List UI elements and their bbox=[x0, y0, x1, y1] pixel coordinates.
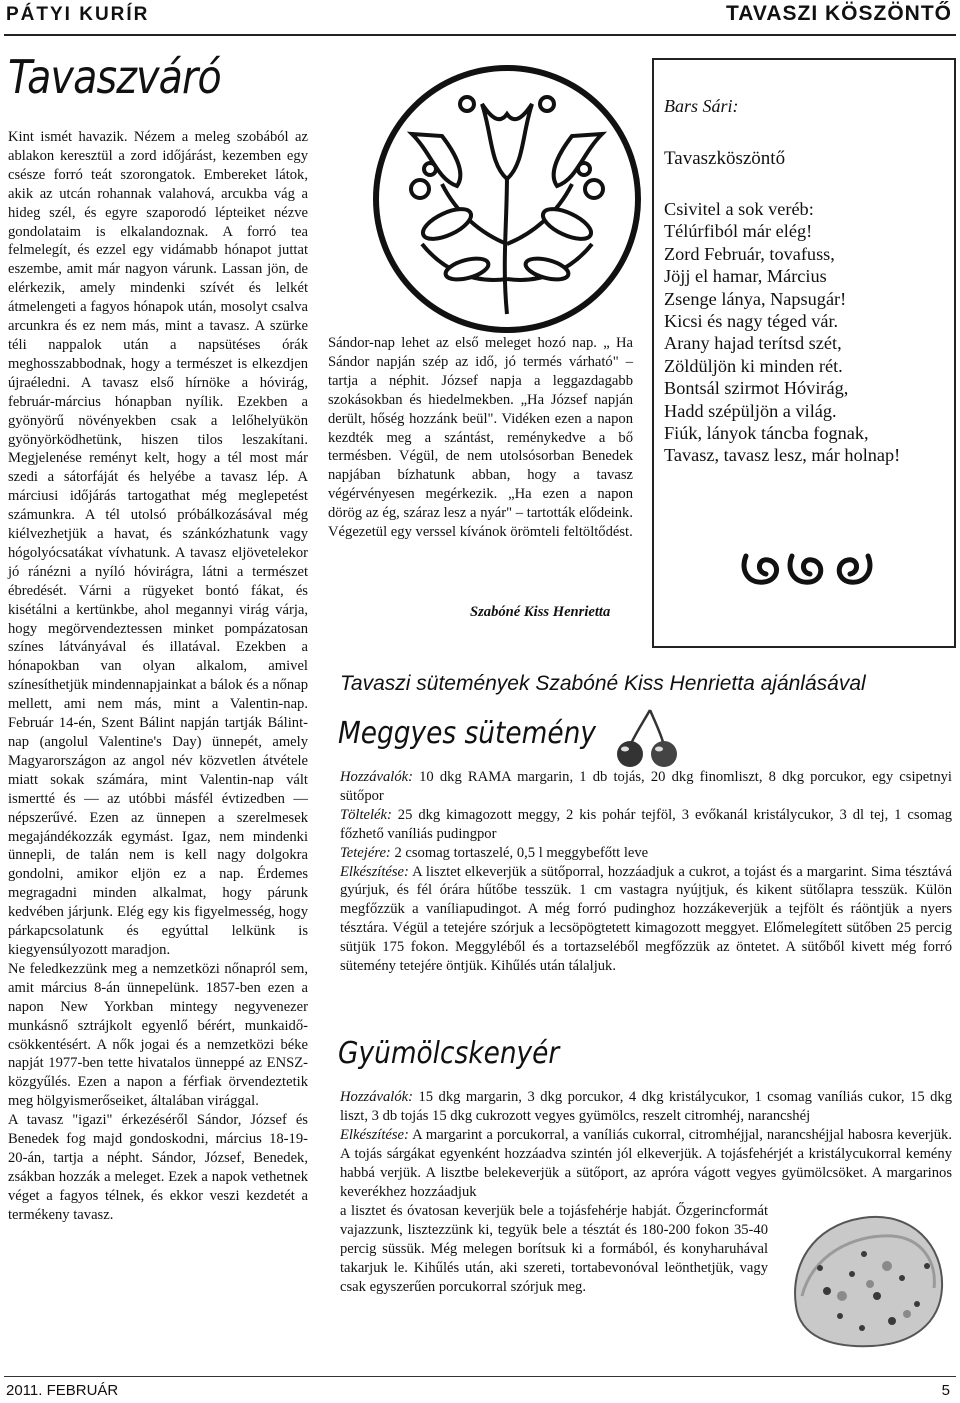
poem-title: Tavaszköszöntő bbox=[664, 148, 786, 169]
topping-label: Tetejére: bbox=[340, 844, 391, 861]
poem-line: Zöldüljön ki minden rét. bbox=[664, 355, 843, 376]
poem-line: Zsenge lánya, Napsugár! bbox=[664, 288, 847, 309]
ingredients-label: Hozzávalók: bbox=[340, 769, 413, 785]
article-title: Tavaszváró bbox=[8, 50, 221, 104]
poem-line: Jöjj el hamar, Március bbox=[664, 266, 827, 287]
filling-label: Töltelék: bbox=[340, 806, 392, 823]
poem-author: Bars Sári: bbox=[664, 96, 739, 116]
preparation-label: Elkészítése: bbox=[340, 1126, 409, 1143]
poem-line: Hadd szépüljön a világ. bbox=[664, 400, 837, 421]
poem-line: Kicsi és nagy téged vár. bbox=[664, 311, 839, 332]
poem-line: Csivitel a sok veréb: bbox=[664, 199, 814, 219]
cherry-icon bbox=[612, 706, 684, 768]
recipe-2-body-continued bbox=[340, 1202, 768, 1297]
header-divider bbox=[4, 34, 956, 36]
issue-date: 2011. FEBRUÁR bbox=[6, 1382, 119, 1399]
recipe-2-ingredients bbox=[340, 1088, 952, 1126]
ingredients-text: 10 dkg RAMA margarin, 1 db tojás, 20 dkg finomliszt, 8 dkg porcukor, egy csipetnyi sütőpor bbox=[340, 769, 952, 804]
poem-line: Fiúk, lányok táncba fognak, bbox=[664, 423, 869, 444]
ingredients-label: Hozzávalók: bbox=[340, 1089, 413, 1105]
ingredients-text: 15 dkg margarin, 3 dkg porcukor, 4 dkg kristálycukor, 1 csomag vaníliás cukor, 15 dkg liszt, 3 db tojás 15 dkg cukrozott vegyes gyümölcs, reszelt citromhéj, narancshéj bbox=[340, 1089, 952, 1124]
preparation-text: A margarint a porcukorral, a vaníliás cukorral, citromhéjjal, narancshéjjal habosra keverjük. A tojás sárgákat egyenként hozzáadva szintén jól elkeverjük. A tojásfehérjét a kristálycukorral kemény habbá verjük. A lisztbe belekeverjük a sütőport, az apróra vágott vegyes gyümölcsöket. A margarinos keverékhez hozzáadjuk bbox=[340, 1126, 952, 1200]
recipe-1-topping bbox=[340, 844, 952, 863]
poem-line: Zord Február, tovafuss, bbox=[664, 243, 835, 264]
filling-text: 25 dkg kimagozott meggy, 2 kis pohár tejföl, 3 evőkanál kristálycukor, 3 dl tej, 1 csomag főzhető vaníliás pudingpor bbox=[340, 806, 952, 842]
fruit-bread-image bbox=[782, 1196, 952, 1356]
poem-line: Arany hajad terítsd szét, bbox=[664, 333, 842, 354]
recipe-2-preparation bbox=[340, 1126, 952, 1202]
recipe-2-title: Gyümölcskenyér bbox=[338, 1036, 560, 1071]
article-signature: Szabóné Kiss Henrietta bbox=[470, 604, 611, 620]
article-paragraph: A tavasz "igazi" érkezéséről Sándor, József és Benedek fog majd gondoskodni, március 18-19-20-án, tartja a népht. Sándor, József, Benedek, zsákban hozzák a meleget. Ezek a napok vethetnek véget a fagyos télnek, és ekkor veszi kezdetét a termékeny tavasz. bbox=[8, 1112, 308, 1223]
recipe-1-filling bbox=[340, 806, 952, 844]
recipe-2-body bbox=[340, 1088, 952, 1201]
newspaper-name: PÁTYI KURÍR bbox=[6, 4, 150, 25]
recipe-1-title: Meggyes sütemény bbox=[338, 716, 596, 751]
preparation-label: Elkészítése: bbox=[340, 863, 409, 880]
section-title: TAVASZI KÖSZÖNTŐ bbox=[726, 2, 952, 25]
flower-ornament-icon bbox=[372, 64, 642, 334]
poem-line: Bontsál szirmot Hóvirág, bbox=[664, 378, 849, 399]
poem-line: Tavasz, tavasz lesz, már holnap! bbox=[664, 445, 901, 466]
topping-text: 2 csomag tortaszelé, 0,5 l meggybefőtt leve bbox=[390, 844, 649, 861]
poem-lines bbox=[664, 198, 954, 467]
poem-line: Télúrfiból már elég! bbox=[664, 221, 813, 242]
article-paragraph: Kint ismét havazik. Nézem a meleg szobából az ablakon keresztül a zord időjárást, kezemben egy csésze forró teát szorongatok. Embereket látok, akik az utcán rohannak valahová, arcukba vág a hideg szél, és egyre szaporodó lépteiket nézve gondolataim is elkalandoznak. A forró tea felmelegít, és ezzel egy vidámabb hónapot juttat eszembe, amit már nagyon várunk. Lassan jön, de elérkezik, amely mindenki szívét és lelkét átmelengeti a fagyos hónapok után, mosolyt csalva arcunkra és ez nem más, mint a tavasz. A szürke téli nappalok után a napsütéses órák meghosszabbodnak, hogy a természet is elkezdjen újraéledni. A tavasz első hírnöke a hóvirág, február-március hónapban nyílik. Ezekben a gyönyörű növényekben csak a lelőhelyükön gyönyörködhetünk, hiszen tilos leszakítani. Megjelenése reményt kelt, hogy a tél most már szedi a sátorfáját és helyébe a tavasz lép. A márciusi időjárás tartogathat még meglepetést számunkra. A tél utolsó próbálkozásával még kiélvezhetjük a havat, és szánkózhatunk vagy hógolyócsatákat vívhatunk. A tavasz eljövetelekor jó ránézni a nyíló hóvirágra, látni a természet ébredését. Várni a rügyeket bontó fákat, és kisétálni a kertünkbe, ahol megannyi virág várja, hogy megörvendeztessen minket pompázatosan színes látványával és illatával. Ezekben a hónapokban van olyan alkalom, amivel színesíthetjük mindennapjainkat a bálok és a nőnap mellett, ami nem más, mint a Valentin-nap. Február 14-én, Szent Bálint napján tartják Bálint-nap (angolul Valentine's Day) ünnepét, amely Magyarországon az angol név közvetlen átvétele miatt sokak számára, mint Valentin-nap vált ismertté és — az utóbbi másfél évtizedben — népszerűvé. Ezen az ünnepen a szerelmesek megajándékozzák egymást. Igaz, nem mindenki ünnepli, de talán nem is kell nagy dolgokra gondolni, amikor eljön ez a nap. Érdemes megragadni minden alkalmat, hogy párunk kedvében járjunk. Elég egy kis figyelmesség, hogy párkapcsolatunk és egyúttal lelkünk is kiegyensúlyozott maradjon. bbox=[8, 129, 308, 958]
preparation-text: a lisztet és óvatosan keverjük bele a tojásfehérje habját. Őzgerincformát vajazzunk, lisztezzünk ki, tegyük bele a tésztát és 180-200 fokon 35-40 percig süssük. Még melegen borítsuk ki a formából, és konyharuhával takarjuk le. Kihűlés után, aki szereti, tortabevonóval leönthetjük, vagy csak egyszerűen porcukorral szórjuk meg. bbox=[340, 1203, 768, 1295]
recipe-1-preparation bbox=[340, 863, 952, 976]
recipe-1-body bbox=[340, 768, 952, 976]
article-paragraph: Sándor-nap lehet az első meleget hozó nap. „ Ha Sándor napján szép az idő, jó termés várható" – tartja a néphit. József napja a leggazdagabb szokásokban és hiedelmekben. „Ha József napján derült, hőség hozzánk beül". Vidéken ezen a napon kezdték meg a szántást, reménykedve a bő termésben. Végül, de nem utolsósorban Benedek napjában bízhatunk abban, hogy a tavasz végérvényesen megérkezik. „Ha ezen a napon dörög az ég, száraz lesz a nyár" – tartották elődeink. Végezetül egy verssel kívánok örömteli feltöltődést. bbox=[328, 335, 633, 541]
article-paragraph: Ne feledkezzünk meg a nemzetközi nőnapról sem, amit március 8-án ünnepelünk. 1857-ben ezen a napon New Yorkban mintegy negyvenezer munkásnő sztrájkolt egyenlő bérért, munkaidő-csökkentésért. A nők jogai és a nemzetközi béke napját 1977-ben tette hivatalos ünneppé az ENSZ-közgyűlés. Ezen a napon a férfiak örvendeztetik meg hölgyismerőseiket, általában virággal. bbox=[8, 960, 308, 1110]
page-number: 5 bbox=[941, 1382, 950, 1399]
recipe-1-ingredients bbox=[340, 768, 952, 806]
article-column-1 bbox=[8, 128, 308, 1225]
footer-divider bbox=[4, 1376, 956, 1377]
preparation-text: A lisztet elkeverjük a sütőporral, hozzáadjuk a cukrot, a tojást és a margarint. Sima tésztává gyúrjuk, és fél órára hűtőbe tesszük. 1 cm vastagra nyújtjuk, és kikent sütőlapra tesszük. Külön megfőzzük a vaníliapudingot. A még forró pudinghoz hozzákeverjük a tejfölt és ráöntjük a nyers tésztára. Végül a tetejére szórjuk a lecsöpögtetett kimagozott meggyet. Előmelegített sütőben 25 percig sütjük 175 fokon. Meggyléből és a tortazseléből megfőzzük az öntetet. A sütőből kivett még forró sütemény tetejére öntjük. Kihűlés után tálaljuk. bbox=[340, 863, 952, 975]
recipes-heading: Tavaszi sütemények Szabóné Kiss Henrietta ajánlásával bbox=[340, 672, 866, 695]
swirl-ornament-icon bbox=[736, 548, 876, 588]
article-column-2 bbox=[328, 334, 633, 542]
